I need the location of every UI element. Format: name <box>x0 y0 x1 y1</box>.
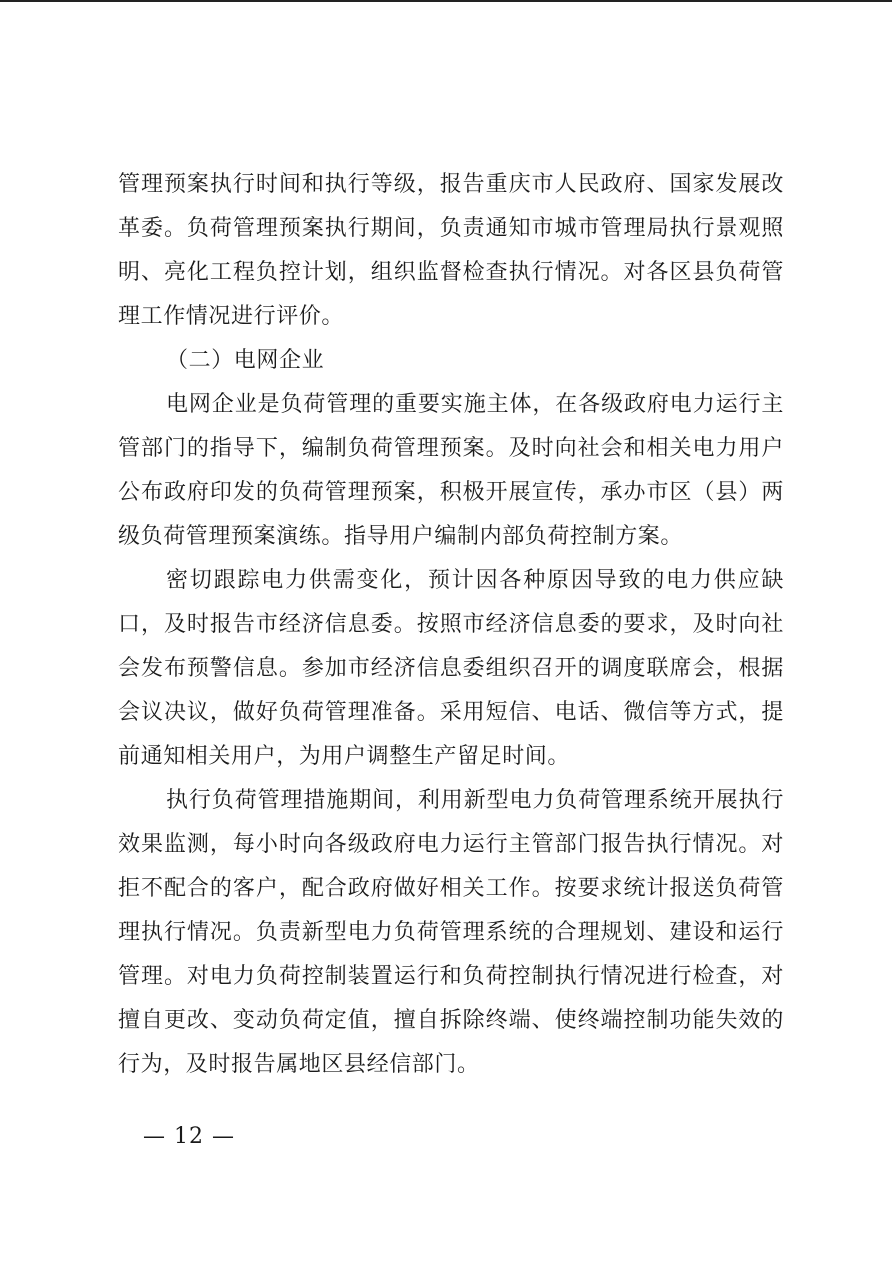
paragraph-execution-measures: 执行负荷管理措施期间，利用新型电力负荷管理系统开展执行效果监测，每小时向各级政府电力运行主管部门报告执行情况。对拒不配合的客户，配合政府做好相关工作。按要求统计报送负荷管理执行情况。负责新型电力负荷管理系统的合理规划、建设和运行管理。对电力负荷控制装置运行和负荷控制执行情况进行检查，对擅自更改、变动负荷定值，擅自拆除终端、使终端控制功能失效的行为，及时报告属地区县经信部门。 <box>118 788 784 1077</box>
document-body <box>118 163 784 1087</box>
page-number: — 12 — <box>143 1124 235 1149</box>
top-border-line <box>0 0 892 2</box>
paragraph-grid-enterprise-role: 电网企业是负荷管理的重要实施主体，在各级政府电力运行主管部门的指导下，编制负荷管理预案。及时向社会和相关电力用户公布政府印发的负荷管理预案，积极开展宣传，承办市区（县）两级负荷管理预案演练。指导用户编制内部负荷控制方案。 <box>118 392 784 549</box>
paragraph-continuation: 管理预案执行时间和执行等级，报告重庆市人民政府、国家发展改革委。负荷管理预案执行期间，负责通知市城市管理局执行景观照明、亮化工程负控计划，组织监督检查执行情况。对各区县负荷管理工作情况进行评价。 <box>118 172 784 329</box>
section-heading-grid-enterprise: （二）电网企业 <box>166 348 325 373</box>
paragraph-supply-monitoring: 密切跟踪电力供需变化，预计因各种原因导致的电力供应缺口，及时报告市经济信息委。按照市经济信息委的要求，及时向社会发布预警信息。参加市经济信息委组织召开的调度联席会，根据会议决议，做好负荷管理准备。采用短信、电话、微信等方式，提前通知相关用户，为用户调整生产留足时间。 <box>118 568 784 769</box>
